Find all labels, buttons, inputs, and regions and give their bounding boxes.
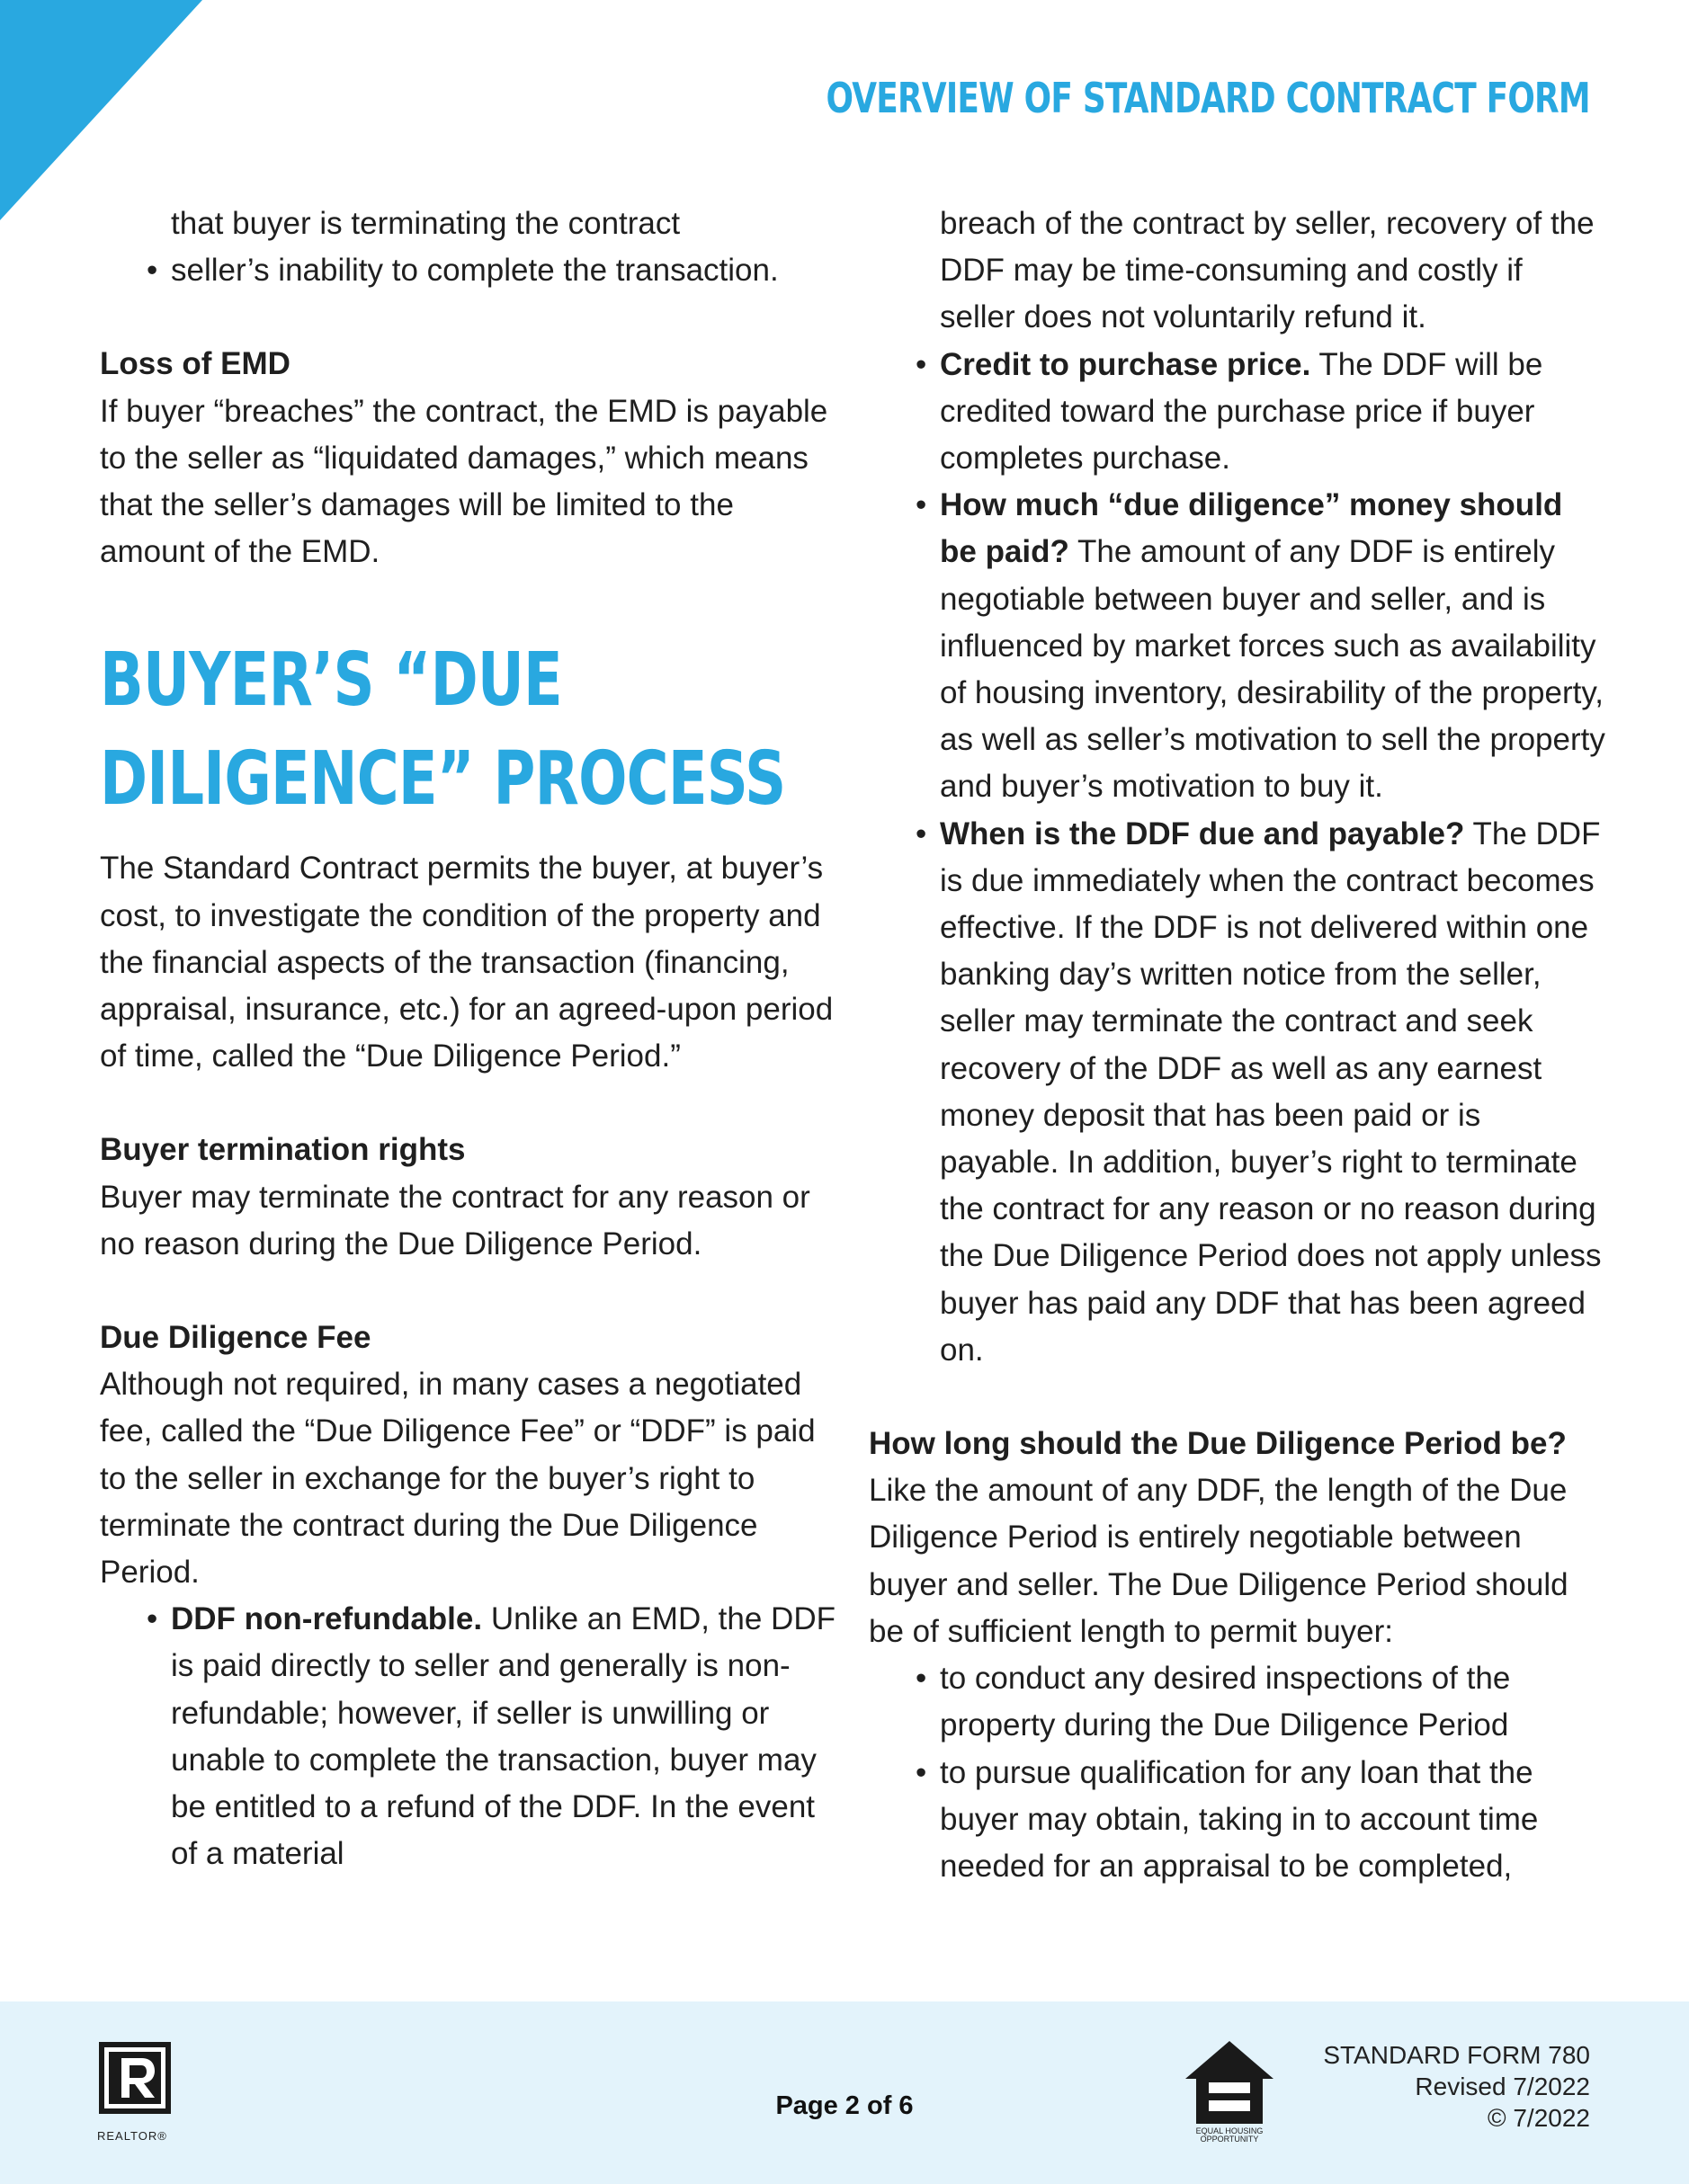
bullet-bold-lead: Credit to purchase price. (940, 346, 1311, 382)
bullet-text: The DDF is due immediately when the contract becomes effective. If the DDF is not delivered within one banking day’s written notice from the seller, seller may terminate the contract and seek recovery of the DDF as well as any earnest money deposit that has been paid or is payable. In addition, buyer’s right to terminate the contract for any reason or no reason during the Due Diligence Period does not apply unless buyer has paid any DDF that has been agreed on. (940, 816, 1602, 1368)
period-bullet-list (869, 1655, 1606, 1890)
list-item (940, 342, 1606, 483)
list-item: breach of the contract by seller, recovery of the DDF may be time-consuming and costly if seller does not voluntarily refund it. (940, 206, 1595, 335)
page-footer (0, 2001, 1689, 2184)
list-item: • to pursue qualification for any loan that the buyer may obtain, taking in to account time needed for an appraisal to be completed, (940, 1750, 1606, 1891)
bullet-text: Unlike an EMD, the DDF is paid directly to seller and generally is non-refundable; however, if seller is unwilling or unable to complete the transaction, buyer may be entitled to a refund of the DDF. In the event of a material (171, 1601, 836, 1872)
loss-of-emd-text: If buyer “breaches” the contract, the EMD is payable to the seller as “liquidated damages,” which means that the seller’s damages will be limited to the amount of the EMD. (100, 393, 828, 570)
section-title-line: DILIGENCE” PROCESS (100, 736, 786, 823)
period-text: Like the amount of any DDF, the length of the Due Diligence Period is entirely negotiable between buyer and seller. The Due Diligence Period should be of sufficient length to permit buyer: (869, 1473, 1568, 1649)
list-item: • seller’s inability to complete the transaction. (171, 247, 837, 294)
form-info (1323, 2039, 1590, 2134)
bullet-bold-lead: When is the DDF due and payable? (940, 816, 1465, 851)
bullet-text: The amount of any DDF is entirely negotiable between buyer and seller, and is influenced by market forces such as availability of housing inventory, desirability of the property, as well as seller’s motivation to sell the property and buyer’s motivation to buy it. (940, 534, 1605, 805)
ddf-bullet-list-continued (869, 201, 1606, 1374)
intro-paragraph: The Standard Contract permits the buyer, at buyer’s cost, to investigate the condition of the property and the financial aspects of the transaction (financing, appraisal, insurance, etc.) for an agreed-upon period of time, called the “Due Diligence Period.” (100, 851, 834, 1074)
right-column (869, 201, 1606, 1890)
period-heading: How long should the Due Diligence Period be? (869, 1426, 1567, 1462)
left-column (100, 201, 837, 1877)
realtor-label: REALTOR® (97, 2129, 167, 2143)
ddf-bullet-list (100, 1596, 837, 1877)
form-copyright: © 7/2022 (1487, 2104, 1590, 2132)
continued-bullet-list (100, 201, 837, 294)
bullet-bold-lead: How much “due diligence” money should be paid? (940, 487, 1563, 570)
equal-housing-label: EQUAL HOUSING OPPORTUNITY (1195, 2126, 1264, 2144)
list-item (940, 482, 1606, 810)
corner-triangle-decoration (0, 0, 202, 220)
section-title (100, 631, 801, 829)
list-item (940, 811, 1606, 1374)
list-item: that buyer is terminating the contract (171, 206, 681, 241)
loss-of-emd-heading: Loss of EMD (100, 346, 290, 382)
termination-text: Buyer may terminate the contract for any reason or no reason during the Due Diligence Period. (100, 1179, 810, 1261)
form-name: STANDARD FORM 780 (1323, 2041, 1590, 2069)
ddf-text: Although not required, in many cases a negotiated fee, called the “Due Diligence Fee” or “DDF” is paid to the seller in exchange for the buyer’s right to terminate the contract during the Due Diligence Period. (100, 1367, 816, 1591)
ddf-heading: Due Diligence Fee (100, 1320, 371, 1356)
form-revised: Revised 7/2022 (1415, 2073, 1590, 2100)
list-item (171, 1596, 837, 1877)
equal-housing-icon (1182, 2037, 1277, 2127)
running-head: OVERVIEW OF STANDARD CONTRACT FORM (826, 74, 1590, 122)
bullet-text: The DDF will be credited toward the purchase price if buyer completes purchase. (940, 346, 1543, 477)
termination-heading: Buyer termination rights (100, 1132, 466, 1168)
page-number: Page 2 of 6 (775, 2091, 914, 2120)
bullet-bold-lead: DDF non-refundable. (171, 1601, 483, 1637)
section-title-line: BUYER’S “DUE (100, 637, 562, 724)
list-item: • to conduct any desired inspections of the property during the Due Diligence Period (940, 1655, 1606, 1749)
